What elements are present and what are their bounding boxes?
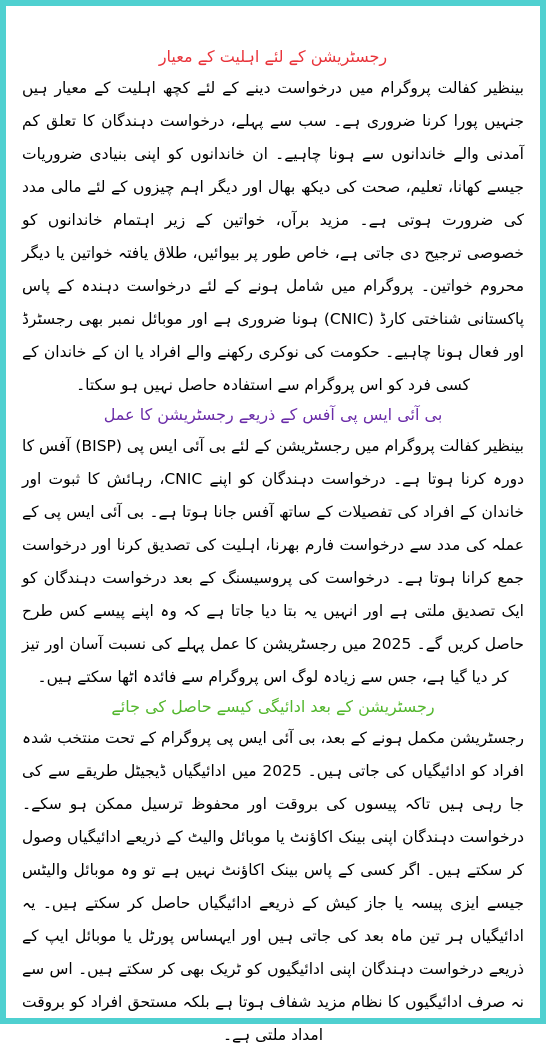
article-content xyxy=(22,46,525,1044)
payment-after-registration-paragraph: رجسٹریشن مکمل ہونے کے بعد، بی آئی ایس پی پروگرام کے تحت منتخب شدہ افراد کو ادائیگیاں کی جاتی ہیں۔ 2025 میں ادائیگیاں ڈیجیٹل طریقے سے کی جا رہی ہیں تاکہ پیسوں کی بروقت اور محفوظ ترسیل ممکن ہو سکے۔ درخواست دہندگان اپنی بینک اکاؤنٹ یا موبائل والیٹ کے ذریعے ادائیگیاں وصول کر سکتے ہیں۔ اگر کسی کے پاس بینک اکاؤنٹ نہیں ہے تو وہ موبائل والیٹس جیسے ایزی پیسہ یا جاز کیش کے ذریعے ادائیگیاں حاصل کر سکتے ہیں۔ یہ ادائیگیاں ہر تین ماہ بعد کی جاتی ہیں اور ایہساس پورٹل یا موبائل ایپ کے ذریعے درخواست دہندگان اپنی ادائیگیوں کو ٹریک بھی کر سکتے ہیں۔ اس سے نہ صرف ادائیگیوں کا نظام مزید شفاف ہوتا ہے بلکہ مستحق افراد کو بروقت امداد ملتی ہے۔ xyxy=(22,729,524,1044)
bisp-office-registration-heading: بی آئی ایس پی آفس کے ذریعے رجسٹریشن کا عمل xyxy=(103,405,443,424)
eligibility-heading: رجسٹریشن کے لئے اہلیت کے معیار xyxy=(158,47,388,66)
bisp-office-registration-paragraph: بینظیر کفالت پروگرام میں رجسٹریشن کے لئے بی آئی ایس پی (BISP) آفس کا دورہ کرنا ہوتا ہے۔ درخواست دہندگان کو اپنے CNIC، رہائش کا ثبوت اور خاندان کے افراد کی تفصیلات کے ساتھ آفس جانا ہوتا ہے۔ بی آئی ایس پی کے عملہ کی مدد سے درخواست فارم بھرنا، اہلیت کی تصدیق کرنا اور درخواست جمع کرانا ہوتا ہے۔ درخواست کی پروسیسنگ کے بعد درخواست دہندگان کو ایک تصدیق ملتی ہے اور انہیں یہ بتا دیا جاتا ہے کہ وہ اپنے پیسے کس طرح حاصل کریں گے۔ 2025 میں رجسٹریشن کا عمل پہلے کی نسبت آسان اور تیز کر دیا گیا ہے، جس سے زیادہ لوگ اس پروگرام سے فائدہ اٹھا سکتے ہیں۔ xyxy=(22,437,525,686)
eligibility-paragraph: بینظیر کفالت پروگرام میں درخواست دینے کے لئے کچھ اہلیت کے معیار ہیں جنہیں پورا کرنا ضروری ہے۔ سب سے پہلے، درخواست دہندگان کا تعلق کم آمدنی والے خاندانوں سے ہونا چاہیے۔ ان خاندانوں کو اپنی بنیادی ضروریات جیسے کھانا، تعلیم، صحت کی دیکھ بھال اور دیگر اہم چیزوں کے لئے مالی مدد کی ضرورت ہوتی ہے۔ مزید برآں، خواتین کے زیر اہتمام خاندانوں کو خصوصی ترجیح دی جاتی ہے، خاص طور پر بیوائیں، طلاق یافتہ خواتین یا دیگر محروم خواتین۔ پروگرام میں شامل ہونے کے لئے درخواست دہندہ کے پاس پاکستانی شناختی کارڈ (CNIC) ہونا ضروری ہے اور موبائل نمبر بھی رجسٹرڈ اور فعال ہونا چاہیے۔ حکومت کی نوکری رکھنے والے افراد یا ان کے خاندان کے کسی فرد کو اس پروگرام سے استفادہ حاصل نہیں ہو سکتا۔ xyxy=(22,79,525,394)
payment-after-registration-heading: رجسٹریشن کے بعد ادائیگی کیسے حاصل کی جائے xyxy=(111,697,435,716)
